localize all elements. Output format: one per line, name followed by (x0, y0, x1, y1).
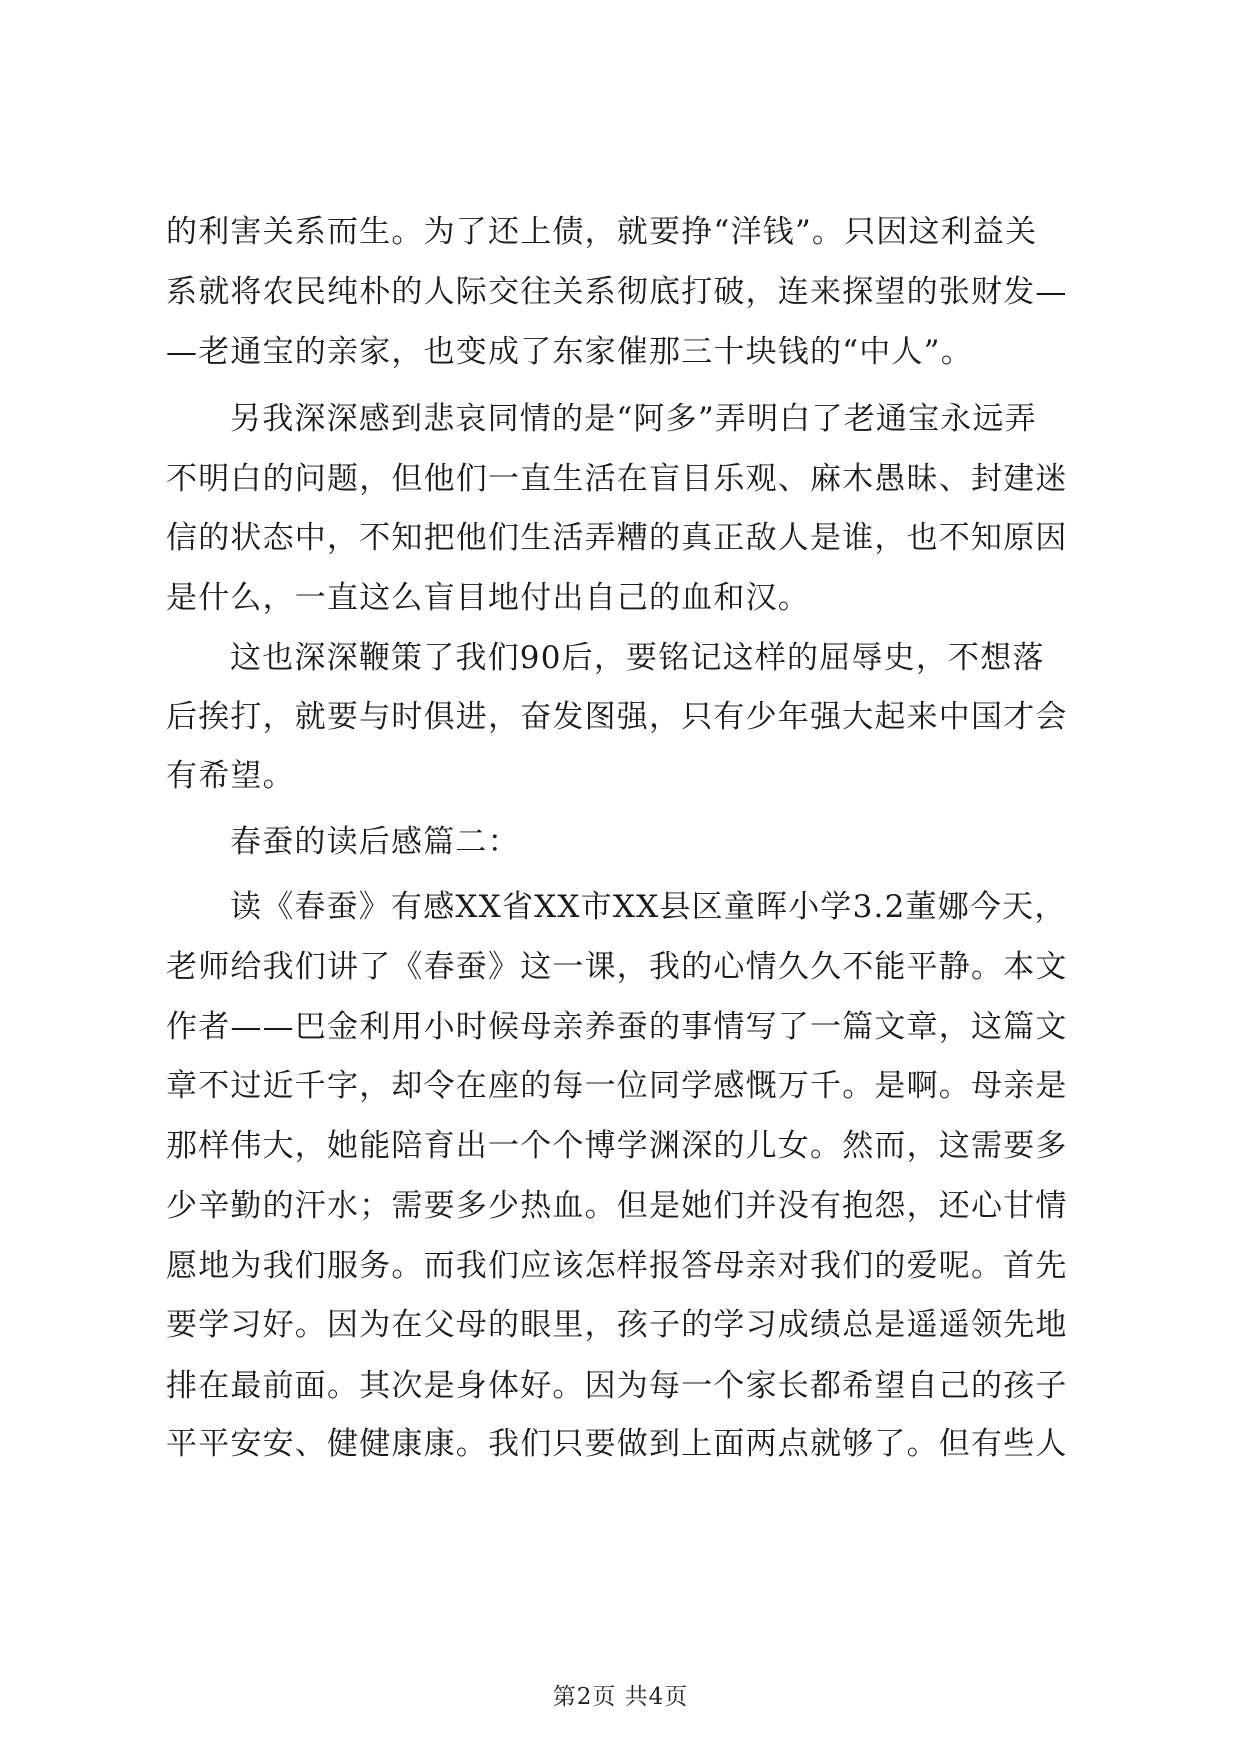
section-heading-line: 春蚕的读后感篇二： (230, 824, 520, 860)
body-text-line: 章不过近千字，却令在座的每一位同学感慨万千。是啊。母亲是 (166, 1068, 1068, 1104)
paragraph-start-line: 另我深深感到悲哀同情的是“阿多”弄明白了老通宝永远弄 (230, 401, 1037, 437)
body-text-line: 是什么，一直这么盲目地付出自己的血和汉。 (166, 580, 810, 616)
body-text-line: 要学习好。因为在父母的眼里，孩子的学习成绩总是遥遥领先地 (166, 1307, 1068, 1343)
body-text-line: 系就将农民纯朴的人际交往关系彻底打破，连来探望的张财发— (166, 274, 1068, 310)
body-text-line: 老师给我们讲了《春蚕》这一课，我的心情久久不能平静。本文 (166, 949, 1068, 985)
body-text-line: 有希望。 (166, 758, 295, 794)
paragraph-start-line: 这也深深鞭策了我们90后，要铭记这样的屈辱史，不想落 (230, 640, 1045, 676)
page-number-footer: 第2页 共4页 (552, 1684, 689, 1710)
body-text-line: 的利害关系而生。为了还上债，就要挣“洋钱”。只因这利益关 (166, 214, 1038, 250)
body-text-line: 那样伟大，她能陪育出一个个博学渊深的儿女。然而，这需要多 (166, 1128, 1068, 1164)
body-text-line: 后挨打，就要与时俱进，奋发图强，只有少年强大起来中国才会 (166, 699, 1068, 735)
body-text-line: 作者——巴金利用小时候母亲养蚕的事情写了一篇文章，这篇文 (166, 1009, 1068, 1045)
body-text-line: 少辛勤的汗水；需要多少热血。但是她们并没有抱怨，还心甘情 (166, 1188, 1068, 1224)
body-text-line: 不明白的问题，但他们一直生活在盲目乐观、麻木愚昧、封建迷 (166, 461, 1068, 497)
body-text-line: 信的状态中，不知把他们生活弄糟的真正敌人是谁，也不知原因 (166, 520, 1068, 556)
body-text-line: 排在最前面。其次是身体好。因为每一个家长都希望自己的孩子 (166, 1368, 1068, 1404)
body-text-line: —老通宝的亲家，也变成了东家催那三十块钱的“中人”。 (166, 334, 973, 370)
body-text-line: 平平安安、健健康康。我们只要做到上面两点就够了。但有些人 (166, 1426, 1068, 1462)
paragraph-start-line: 读《春蚕》有感XX省XX市XX县区童晖小学3.2董娜今天， (230, 889, 1067, 925)
body-text-line: 愿地为我们服务。而我们应该怎样报答母亲对我们的爱呢。首先 (166, 1248, 1068, 1284)
